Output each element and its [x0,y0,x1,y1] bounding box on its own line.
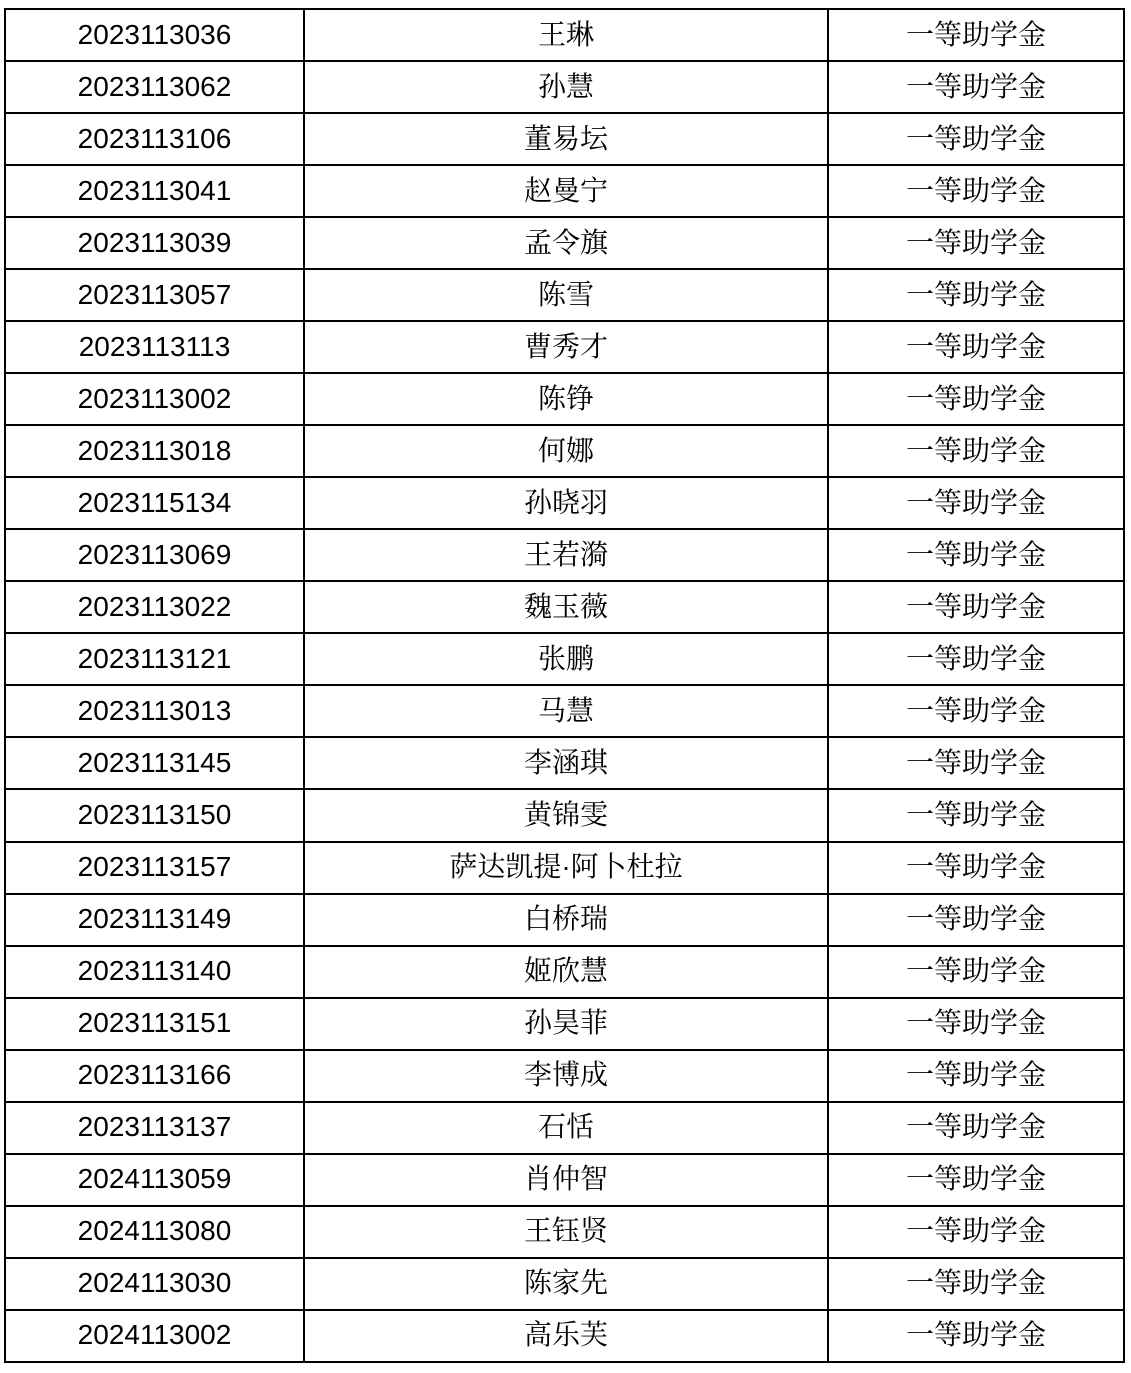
student-id-cell: 2023115134 [5,477,304,529]
table-row [5,529,1124,581]
student-name-cell: 陈家先 [304,1258,828,1310]
table-row [5,113,1124,165]
student-id-cell: 2023113036 [5,9,304,61]
table-row [5,9,1124,61]
student-name-cell: 白桥瑞 [304,894,828,946]
student-name-cell: 孙昊菲 [304,998,828,1050]
student-id-cell: 2023113069 [5,529,304,581]
award-level-cell: 一等助学金 [828,946,1124,998]
student-name-cell: 赵曼宁 [304,165,828,217]
student-id-cell: 2023113039 [5,217,304,269]
table-row [5,1310,1124,1362]
student-id-cell: 2023113022 [5,581,304,633]
table-row [5,998,1124,1050]
award-level-cell: 一等助学金 [828,1154,1124,1206]
table-row [5,842,1124,894]
award-level-cell: 一等助学金 [828,1310,1124,1362]
award-level-cell: 一等助学金 [828,1102,1124,1154]
award-level-cell: 一等助学金 [828,685,1124,737]
table-row [5,633,1124,685]
student-id-cell: 2024113080 [5,1206,304,1258]
student-name-cell: 陈铮 [304,373,828,425]
student-name-cell: 魏玉薇 [304,581,828,633]
student-name-cell: 李涵琪 [304,737,828,789]
table-row [5,581,1124,633]
student-name-cell: 王钰贤 [304,1206,828,1258]
student-name-cell: 肖仲智 [304,1154,828,1206]
award-level-cell: 一等助学金 [828,425,1124,477]
award-level-cell: 一等助学金 [828,789,1124,841]
student-id-cell: 2023113113 [5,321,304,373]
student-id-cell: 2023113157 [5,842,304,894]
scholarship-table [4,8,1125,1363]
award-level-cell: 一等助学金 [828,1206,1124,1258]
student-name-cell: 何娜 [304,425,828,477]
student-name-cell: 董易坛 [304,113,828,165]
student-name-cell: 孙慧 [304,61,828,113]
table-row [5,1102,1124,1154]
award-level-cell: 一等助学金 [828,529,1124,581]
award-level-cell: 一等助学金 [828,61,1124,113]
student-id-cell: 2023113140 [5,946,304,998]
table-row [5,894,1124,946]
award-level-cell: 一等助学金 [828,113,1124,165]
table-row [5,1258,1124,1310]
student-id-cell: 2023113057 [5,269,304,321]
student-id-cell: 2023113149 [5,894,304,946]
student-id-cell: 2023113002 [5,373,304,425]
table-row [5,321,1124,373]
table-row [5,789,1124,841]
award-level-cell: 一等助学金 [828,842,1124,894]
table-row [5,737,1124,789]
student-name-cell: 萨达凯提·阿卜杜拉 [304,842,828,894]
award-level-cell: 一等助学金 [828,633,1124,685]
student-id-cell: 2024113002 [5,1310,304,1362]
student-name-cell: 陈雪 [304,269,828,321]
student-name-cell: 李博成 [304,1050,828,1102]
award-level-cell: 一等助学金 [828,321,1124,373]
award-level-cell: 一等助学金 [828,165,1124,217]
student-id-cell: 2023113137 [5,1102,304,1154]
student-id-cell: 2024113059 [5,1154,304,1206]
award-level-cell: 一等助学金 [828,1258,1124,1310]
student-name-cell: 王琳 [304,9,828,61]
award-level-cell: 一等助学金 [828,9,1124,61]
award-level-cell: 一等助学金 [828,269,1124,321]
student-id-cell: 2023113062 [5,61,304,113]
student-name-cell: 曹秀才 [304,321,828,373]
student-name-cell: 石恬 [304,1102,828,1154]
student-name-cell: 黄锦雯 [304,789,828,841]
student-id-cell: 2024113030 [5,1258,304,1310]
student-id-cell: 2023113106 [5,113,304,165]
table-row [5,61,1124,113]
student-name-cell: 王若漪 [304,529,828,581]
award-level-cell: 一等助学金 [828,581,1124,633]
student-id-cell: 2023113145 [5,737,304,789]
student-name-cell: 孙晓羽 [304,477,828,529]
table-row [5,477,1124,529]
table-row [5,1206,1124,1258]
table-row [5,946,1124,998]
award-level-cell: 一等助学金 [828,894,1124,946]
award-level-cell: 一等助学金 [828,217,1124,269]
award-level-cell: 一等助学金 [828,477,1124,529]
student-name-cell: 张鹏 [304,633,828,685]
student-name-cell: 姬欣慧 [304,946,828,998]
student-id-cell: 2023113151 [5,998,304,1050]
student-name-cell: 孟令旗 [304,217,828,269]
award-level-cell: 一等助学金 [828,737,1124,789]
table-body [5,9,1124,1362]
award-level-cell: 一等助学金 [828,1050,1124,1102]
table-row [5,1154,1124,1206]
student-id-cell: 2023113013 [5,685,304,737]
table-row [5,1050,1124,1102]
student-name-cell: 马慧 [304,685,828,737]
table-row [5,685,1124,737]
student-id-cell: 2023113041 [5,165,304,217]
table-row [5,373,1124,425]
award-level-cell: 一等助学金 [828,373,1124,425]
table-row [5,217,1124,269]
table-row [5,165,1124,217]
table-row [5,425,1124,477]
student-name-cell: 高乐芙 [304,1310,828,1362]
student-id-cell: 2023113166 [5,1050,304,1102]
award-level-cell: 一等助学金 [828,998,1124,1050]
student-id-cell: 2023113150 [5,789,304,841]
student-id-cell: 2023113121 [5,633,304,685]
student-id-cell: 2023113018 [5,425,304,477]
table-row [5,269,1124,321]
